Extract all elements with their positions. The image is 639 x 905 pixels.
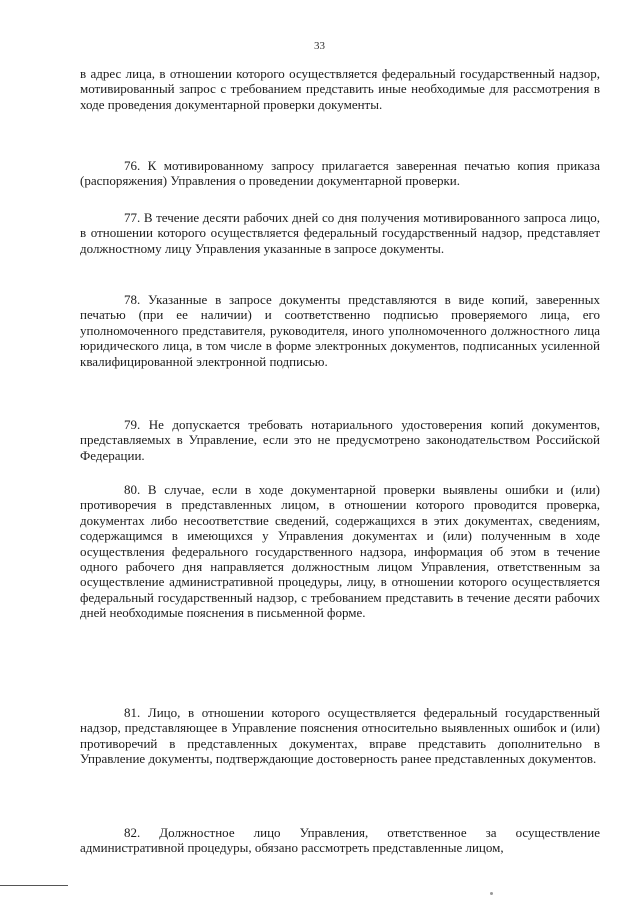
paragraph-79: 79. Не допускается требовать нотариального удостоверения копий документов, представляемых в Управление, если это не предусмотрено законодательством Российской Федерации. <box>80 417 600 463</box>
paragraph-82: 82. Должностное лицо Управления, ответственное за осуществление административной процедуры, обязано рассмотреть представленные лицом, <box>80 825 600 856</box>
footer-rule <box>0 885 68 886</box>
scan-artifact <box>490 892 493 895</box>
paragraph-80: 80. В случае, если в ходе документарной проверки выявлены ошибки и (или) противоречия в представленных лицом, в отношении которого проводится проверка, документах либо несоответствие сведений, содержащихся в этих документах, сведениям, содержащимся в имеющихся у Управления документах и (или) полученным в ходе осуществления федерального государственного надзора, информация об этом в течение одного рабочего дня направляется должностным лицом Управления, ответственным за осуществление административной процедуры, лицу, в отношении которого осуществляется федеральный государственный надзор, с требованием представить в течение десяти рабочих дней необходимые пояснения в письменной форме. <box>80 482 600 621</box>
paragraph-78: 78. Указанные в запросе документы представляются в виде копий, заверенных печатью (при ее наличии) и соответственно подписью проверяемого лица, его уполномоченного представителя, руководителя, иного уполномоченного должностного лица юридического лица, в том числе в форме электронных документов, подписанных усиленной квалифицированной электронной подписью. <box>80 292 600 369</box>
paragraph-76: 76. К мотивированному запросу прилагается заверенная печатью копия приказа (распоряжения) Управления о проведении документарной проверки. <box>80 158 600 189</box>
paragraph-81: 81. Лицо, в отношении которого осуществляется федеральный государственный надзор, представляющее в Управление пояснения относительно выявленных ошибок и (или) противоречий в представленных документах, вправе представить дополнительно в Управление документы, подтверждающие достоверность ранее представленных документов. <box>80 705 600 767</box>
paragraph-continuation: в адрес лица, в отношении которого осуществляется федеральный государственный надзор, мотивированный запрос с требованием представить иные необходимые для рассмотрения в ходе проведения документарной проверки документы. <box>80 66 600 112</box>
paragraph-77: 77. В течение десяти рабочих дней со дня получения мотивированного запроса лицо, в отношении которого осуществляется федеральный государственный надзор, представляет должностному лицу Управления указанные в запросе документы. <box>80 210 600 256</box>
page-number: 33 <box>314 40 325 52</box>
